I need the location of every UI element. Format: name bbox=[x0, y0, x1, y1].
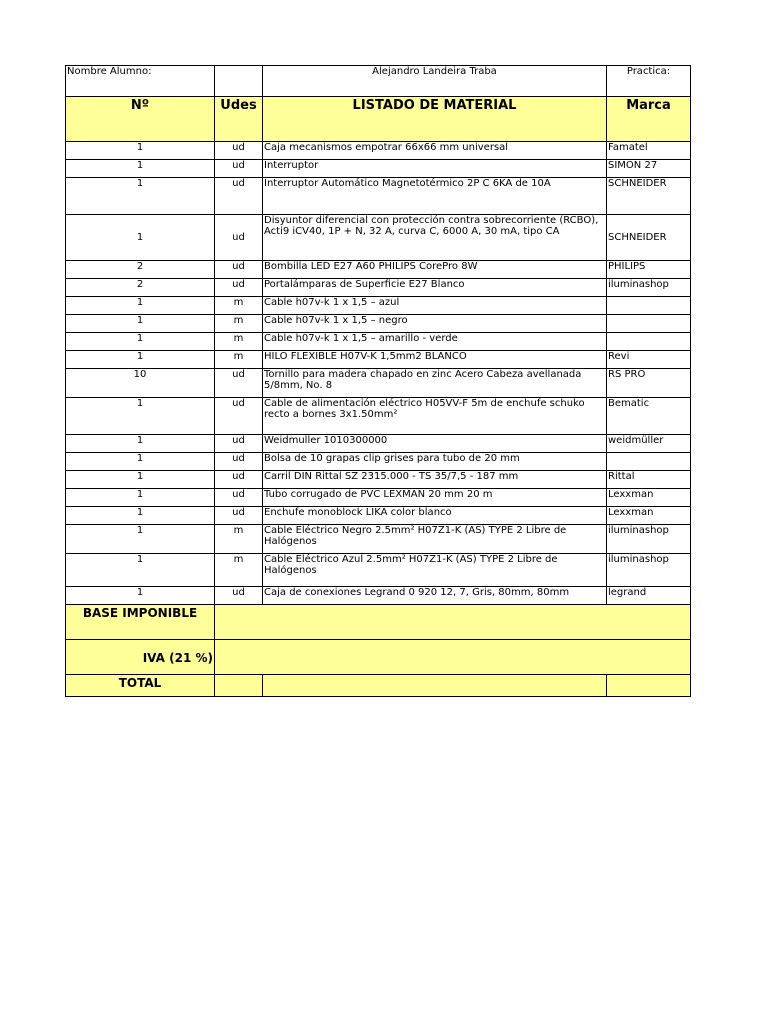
item-brand: Bematic bbox=[607, 398, 691, 435]
item-unit: m bbox=[215, 297, 263, 315]
item-unit: ud bbox=[215, 507, 263, 525]
item-description: Carril DIN Rittal SZ 2315.000 - TS 35/7,5 - 187 mm bbox=[263, 471, 607, 489]
item-description: HILO FLEXIBLE H07V-K 1,5mm2 BLANCO bbox=[263, 351, 607, 369]
item-unit: ud bbox=[215, 279, 263, 297]
total-units-cell bbox=[215, 675, 263, 697]
table-row bbox=[66, 297, 691, 315]
header-info-row bbox=[66, 66, 691, 97]
table-row bbox=[66, 554, 691, 587]
item-description: Caja de conexiones Legrand 0 920 12, 7, Gris, 80mm, 80mm bbox=[263, 587, 607, 605]
item-description: Cable h07v-k 1 x 1,5 – azul bbox=[263, 297, 607, 315]
item-qty: 1 bbox=[66, 471, 215, 489]
total-label: TOTAL bbox=[66, 675, 215, 697]
item-brand: legrand bbox=[607, 587, 691, 605]
item-description: Interruptor Automático Magnetotérmico 2P C 6KA de 10A bbox=[263, 178, 607, 215]
item-brand: Lexxman bbox=[607, 489, 691, 507]
item-brand: SCHNEIDER bbox=[607, 178, 691, 215]
item-unit: m bbox=[215, 554, 263, 587]
total-brand-cell bbox=[607, 675, 691, 697]
item-qty: 1 bbox=[66, 297, 215, 315]
item-qty: 10 bbox=[66, 369, 215, 398]
item-qty: 1 bbox=[66, 160, 215, 178]
item-brand bbox=[607, 315, 691, 333]
item-unit: ud bbox=[215, 398, 263, 435]
item-qty: 1 bbox=[66, 178, 215, 215]
item-qty: 1 bbox=[66, 587, 215, 605]
item-unit: ud bbox=[215, 160, 263, 178]
item-qty: 2 bbox=[66, 261, 215, 279]
table-row bbox=[66, 142, 691, 160]
footer-body bbox=[66, 605, 691, 697]
item-brand bbox=[607, 453, 691, 471]
table-row bbox=[66, 160, 691, 178]
item-qty: 1 bbox=[66, 507, 215, 525]
item-brand: weidmüller bbox=[607, 435, 691, 453]
material-list-table bbox=[65, 65, 691, 697]
table-row bbox=[66, 587, 691, 605]
item-unit: ud bbox=[215, 178, 263, 215]
student-name: Alejandro Landeira Traba bbox=[263, 66, 607, 97]
table-row bbox=[66, 471, 691, 489]
table-row bbox=[66, 351, 691, 369]
item-qty: 1 bbox=[66, 453, 215, 471]
col-header-list: LISTADO DE MATERIAL bbox=[263, 97, 607, 142]
item-unit: ud bbox=[215, 369, 263, 398]
item-description: Enchufe monoblock LIKA color blanco bbox=[263, 507, 607, 525]
column-header-row bbox=[66, 97, 691, 142]
item-qty: 1 bbox=[66, 215, 215, 261]
item-brand: PHILIPS bbox=[607, 261, 691, 279]
col-header-num: Nº bbox=[66, 97, 215, 142]
item-brand: RS PRO bbox=[607, 369, 691, 398]
item-description: Cable Eléctrico Azul 2.5mm² H07Z1-K (AS) TYPE 2 Libre de Halógenos bbox=[263, 554, 607, 587]
item-qty: 2 bbox=[66, 279, 215, 297]
item-unit: m bbox=[215, 351, 263, 369]
iva-row bbox=[66, 640, 691, 675]
item-qty: 1 bbox=[66, 554, 215, 587]
table-row bbox=[66, 333, 691, 351]
table-row bbox=[66, 369, 691, 398]
table-row bbox=[66, 398, 691, 435]
item-description: Interruptor bbox=[263, 160, 607, 178]
practice-label: Practica: bbox=[607, 66, 691, 97]
item-description: Cable h07v-k 1 x 1,5 – amarillo - verde bbox=[263, 333, 607, 351]
table-row bbox=[66, 489, 691, 507]
table-row bbox=[66, 315, 691, 333]
item-description: Weidmuller 1010300000 bbox=[263, 435, 607, 453]
table-row bbox=[66, 279, 691, 297]
table-row bbox=[66, 178, 691, 215]
item-qty: 1 bbox=[66, 435, 215, 453]
item-brand bbox=[607, 297, 691, 315]
item-brand: SIMON 27 bbox=[607, 160, 691, 178]
col-header-brand: Marca bbox=[607, 97, 691, 142]
item-unit: ud bbox=[215, 587, 263, 605]
item-brand bbox=[607, 333, 691, 351]
item-description: Tornillo para madera chapado en zinc Acero Cabeza avellanada 5/8mm, No. 8 bbox=[263, 369, 607, 398]
item-qty: 1 bbox=[66, 351, 215, 369]
item-description: Disyuntor diferencial con protección contra sobrecorriente (RCBO), Acti9 iCV40, 1P + N, 32 A, curva C, 6000 A, 30 mA, tipo CA bbox=[263, 215, 607, 261]
table-body bbox=[66, 66, 691, 142]
item-qty: 1 bbox=[66, 142, 215, 160]
item-description: Caja mecanismos empotrar 66x66 mm universal bbox=[263, 142, 607, 160]
item-description: Bolsa de 10 grapas clip grises para tubo de 20 mm bbox=[263, 453, 607, 471]
iva-value bbox=[215, 640, 691, 675]
item-description: Bombilla LED E27 A60 PHILIPS CorePro 8W bbox=[263, 261, 607, 279]
table-row bbox=[66, 215, 691, 261]
base-row bbox=[66, 605, 691, 640]
item-unit: ud bbox=[215, 261, 263, 279]
item-brand: Rittal bbox=[607, 471, 691, 489]
empty-cell bbox=[215, 66, 263, 97]
table-row bbox=[66, 507, 691, 525]
item-description: Cable Eléctrico Negro 2.5mm² H07Z1-K (AS) TYPE 2 Libre de Halógenos bbox=[263, 525, 607, 554]
item-brand: Famatel bbox=[607, 142, 691, 160]
total-desc-cell bbox=[263, 675, 607, 697]
table-row bbox=[66, 261, 691, 279]
item-unit: ud bbox=[215, 215, 263, 261]
item-qty: 1 bbox=[66, 315, 215, 333]
item-brand: SCHNEIDER bbox=[607, 215, 691, 261]
item-qty: 1 bbox=[66, 489, 215, 507]
total-row bbox=[66, 675, 691, 697]
base-label: BASE IMPONIBLE bbox=[66, 605, 215, 640]
item-brand: iluminashop bbox=[607, 525, 691, 554]
item-brand: iluminashop bbox=[607, 279, 691, 297]
item-unit: ud bbox=[215, 453, 263, 471]
item-qty: 1 bbox=[66, 333, 215, 351]
item-unit: m bbox=[215, 315, 263, 333]
item-brand: Revi bbox=[607, 351, 691, 369]
base-value bbox=[215, 605, 691, 640]
col-header-units: Udes bbox=[215, 97, 263, 142]
item-unit: ud bbox=[215, 435, 263, 453]
table-row bbox=[66, 435, 691, 453]
item-brand: Lexxman bbox=[607, 507, 691, 525]
student-label: Nombre Alumno: bbox=[66, 66, 215, 97]
item-qty: 1 bbox=[66, 398, 215, 435]
item-unit: ud bbox=[215, 471, 263, 489]
item-unit: ud bbox=[215, 142, 263, 160]
item-description: Tubo corrugado de PVC LEXMAN 20 mm 20 m bbox=[263, 489, 607, 507]
iva-label: IVA (21 %) bbox=[66, 640, 215, 675]
item-qty: 1 bbox=[66, 525, 215, 554]
item-description: Cable h07v-k 1 x 1,5 – negro bbox=[263, 315, 607, 333]
item-description: Portalámparas de Superficie E27 Blanco bbox=[263, 279, 607, 297]
items-body bbox=[66, 142, 691, 605]
item-description: Cable de alimentación eléctrico H05VV-F 5m de enchufe schuko recto a bornes 3x1.50mm² bbox=[263, 398, 607, 435]
item-brand: iluminashop bbox=[607, 554, 691, 587]
item-unit: ud bbox=[215, 489, 263, 507]
item-unit: m bbox=[215, 525, 263, 554]
table-row bbox=[66, 453, 691, 471]
table-row bbox=[66, 525, 691, 554]
item-unit: m bbox=[215, 333, 263, 351]
